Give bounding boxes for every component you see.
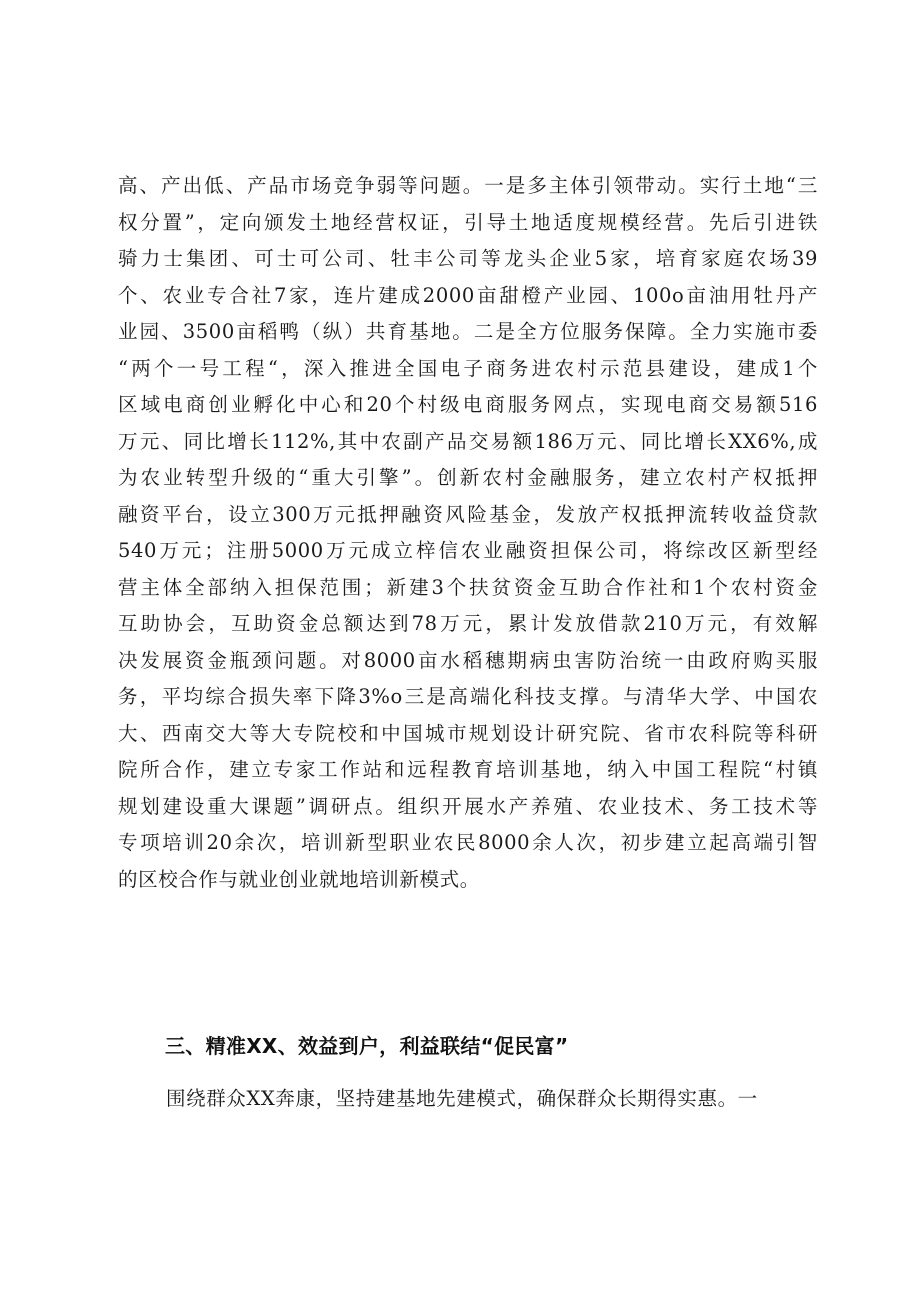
- paragraph-line: 大、西南交大等大专院校和中国城市规划设计研究院、省市农科院等科研: [118, 721, 818, 745]
- paragraph-line: 决发展资金瓶颈问题。对8000亩水稻穗期病虫害防治统一由政府购买服: [118, 648, 818, 672]
- paragraph-line: 个、农业专合社7家，连片建成2000亩甜橙产业园、100o亩油用牡丹产: [118, 283, 818, 307]
- paragraph-line: 营主体全部纳入担保范围；新建3个扶贫资金互助合作社和1个农村资金: [118, 575, 818, 599]
- paragraph-line: 区域电商创业孵化中心和20个村级电商服务网点，实现电商交易额516: [118, 393, 818, 416]
- paragraph-line: 万元、同比增长112%,其中农副产品交易额186万元、同比增长XX6%,成: [118, 429, 818, 453]
- body-paragraph: [118, 168, 818, 898]
- paragraph-line: 融资平台，设立300万元抵押融资风险基金，发放产权抵押流转收益贷款: [118, 502, 818, 526]
- paragraph-line: 围绕群众XX奔康，坚持建基地先建模式，确保群众长期得实惠。一: [166, 1087, 758, 1110]
- paragraph-line: 务，平均综合损失率下降3%o三是高端化科技支撑。与清华大学、中国农: [118, 685, 818, 708]
- section-heading: 三、精准XX、效益到户，利益联结“促民富”: [165, 1034, 569, 1058]
- next-paragraph: [118, 1081, 818, 1118]
- paragraph-line: 的区校合作与就业创业就地培训新模式。: [118, 867, 480, 891]
- paragraph-line: “两个一号工程“，深入推进全国电子商务进农村示范县建设，建成1个: [118, 356, 818, 380]
- paragraph-line: 骑力士集团、可士可公司、牡丰公司等龙头企业5家，培育家庭农场39: [118, 247, 818, 270]
- paragraph-line: 540万元；注册5000万元成立梓信农业融资担保公司，将综改区新型经: [118, 539, 818, 562]
- paragraph-line: 业园、3500亩稻鸭（纵）共育基地。二是全方位服务保障。全力实施市委: [118, 320, 818, 343]
- paragraph-line: 为农业转型升级的“重大引擎”。创新农村金融服务，建立农村产权抵押: [118, 466, 818, 489]
- paragraph-line: 规划建设重大课题”调研点。组织开展水产养殖、农业技术、务工技术等: [118, 794, 818, 818]
- paragraph-line: 互助协会，互助资金总额达到78万元，累计发放借款210万元，有效解: [118, 612, 818, 635]
- paragraph-line: 高、产出低、产品市场竞争弱等问题。一是多主体引领带动。实行土地“三: [118, 174, 818, 197]
- paragraph-line: 专项培训20余次，培训新型职业农民8000余人次，初步建立起高端引智: [118, 831, 818, 854]
- paragraph-line: 院所合作，建立专家工作站和远程教育培训基地，纳入中国工程院“村镇: [118, 758, 818, 781]
- paragraph-line: 权分置”，定向颁发土地经营权证，引导土地适度规模经营。先后引进铁: [118, 210, 818, 234]
